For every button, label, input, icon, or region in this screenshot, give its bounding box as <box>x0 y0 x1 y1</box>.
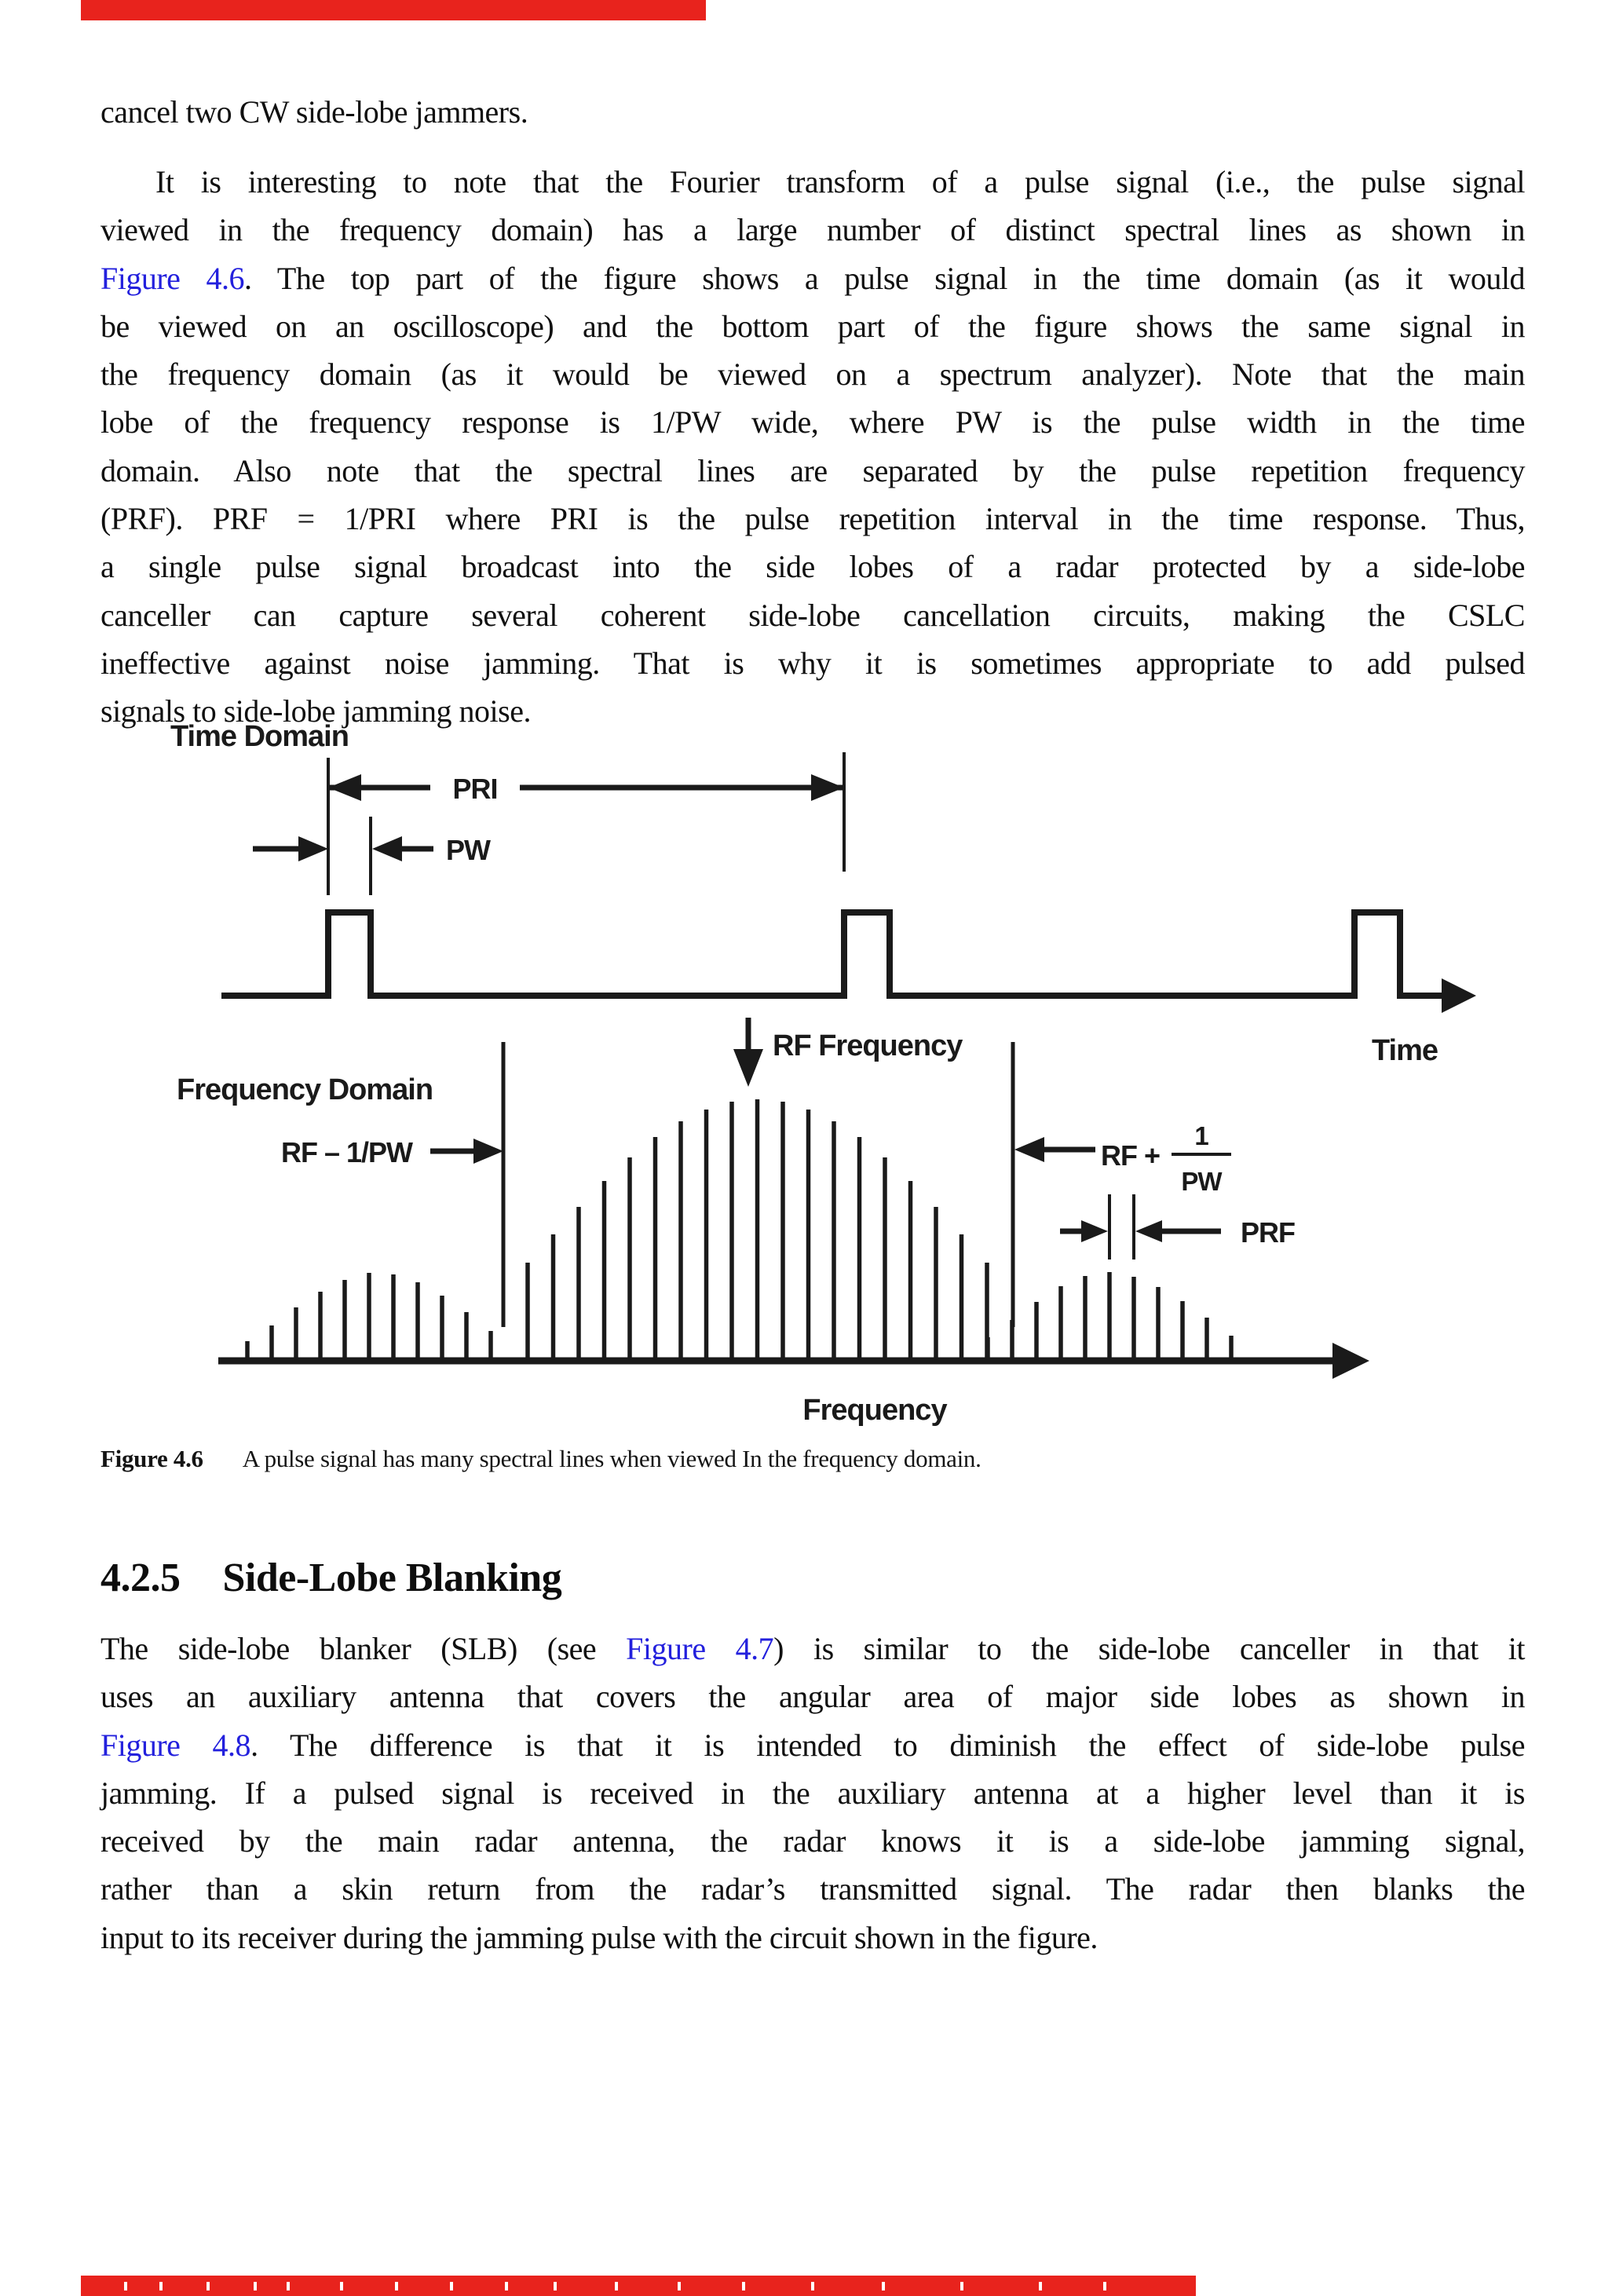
text-line: received by the main radar antenna, the radar knows it is a side-lobe jamming signal, <box>101 1823 1525 1859</box>
figure-link[interactable]: Figure 4.6 <box>101 260 245 296</box>
redacted-text-mark <box>287 2282 290 2291</box>
redacted-text-mark <box>678 2282 681 2291</box>
figure-caption-text: A pulse signal has many spectral lines when viewed In the frequency domain. <box>242 1445 981 1472</box>
text-line: (PRF). PRF = 1/PRI where PRI is the pulse repetition interval in the time response. Thus, <box>101 501 1525 537</box>
arrowhead-icon <box>1014 1137 1044 1162</box>
arrowhead-icon <box>1135 1220 1162 1242</box>
figure-label: Time Domain <box>170 720 349 753</box>
paragraph-intro <box>101 88 1525 136</box>
text-line: lobe of the frequency response is 1/PW wide, where PW is the pulse width in the time <box>101 404 1525 441</box>
arrowhead-icon <box>298 836 328 861</box>
figure-label: PRF <box>1241 1216 1295 1249</box>
figure-label: RF – 1/PW <box>280 1136 412 1168</box>
figure-link[interactable]: Figure 4.7 <box>626 1631 774 1666</box>
redacted-text-mark <box>124 2282 127 2291</box>
arrowhead-icon <box>1442 978 1476 1013</box>
figure-label: PRI <box>452 773 498 805</box>
figure-label: Frequency Domain <box>177 1073 433 1106</box>
text-line: a single pulse signal broadcast into the side lobes of a radar protected by a side-lobe <box>101 549 1525 585</box>
section-heading <box>101 1556 561 1600</box>
figure-label: Frequency <box>802 1394 947 1427</box>
figure-caption-label: Figure 4.6 <box>101 1445 203 1472</box>
text-line: domain. Also note that the spectral lines are separated by the pulse repetition frequency <box>101 452 1525 488</box>
paragraph-slb <box>101 1625 1525 1961</box>
figure-label: 1 <box>1194 1121 1208 1150</box>
arrowhead-icon <box>1332 1343 1369 1379</box>
text-line: input to its receiver during the jamming pulse with the circuit shown in the figure. <box>101 1919 1098 1955</box>
redacted-text-mark <box>159 2282 163 2291</box>
redaction-bar-bottom <box>81 2276 1196 2296</box>
text-line: It is interesting to note that the Fourier transform of a pulse signal (i.e., the pulse signal <box>155 164 1525 199</box>
redacted-text-mark <box>554 2282 557 2291</box>
arrowhead-icon <box>1081 1220 1108 1242</box>
figure-label: RF Frequency <box>773 1029 963 1062</box>
arrowhead-icon <box>811 774 844 801</box>
figure-label: RF + <box>1101 1139 1161 1172</box>
text-line: The side-lobe blanker (SLB) (see Figure 4.7) is similar to the side-lobe canceller in that it <box>101 1631 1525 1666</box>
figure-link[interactable]: Figure 4.8 <box>101 1727 251 1763</box>
text-line: viewed in the frequency domain) has a large number of distinct spectral lines as shown in <box>101 212 1525 248</box>
text-line: uses an auxiliary antenna that covers the angular area of major side lobes as shown in <box>101 1679 1525 1715</box>
figure-4-6 <box>79 707 1544 1500</box>
text-line: canceller can capture several coherent side-lobe cancellation circuits, making the CSLC <box>101 597 1525 633</box>
redacted-text-mark <box>811 2282 814 2291</box>
section-number: 4.2.5 <box>101 1556 181 1600</box>
arrowhead-icon <box>733 1049 763 1087</box>
redacted-text-mark <box>505 2282 508 2291</box>
redacted-text-mark <box>882 2282 885 2291</box>
paragraph-fourier <box>101 158 1525 736</box>
figure-label: Time <box>1372 1034 1438 1067</box>
redaction-bar-top <box>81 0 706 20</box>
arrowhead-icon <box>328 774 361 801</box>
redacted-text-mark <box>615 2282 618 2291</box>
text-line: rather than a skin return from the radar’s transmitted signal. The radar then blanks the <box>101 1871 1525 1907</box>
section-title: Side-Lobe Blanking <box>222 1556 562 1600</box>
text-line: ineffective against noise jamming. That is why it is sometimes appropriate to add pulsed <box>101 645 1525 681</box>
text-line: cancel two CW side-lobe jammers. <box>101 94 528 130</box>
redacted-text-mark <box>1039 2282 1042 2291</box>
redacted-text-mark <box>395 2282 398 2291</box>
text-line: signals to side-lobe jamming noise. <box>101 693 531 729</box>
text-line: Figure 4.8. The difference is that it is intended to diminish the effect of side-lobe pulse <box>101 1727 1525 1763</box>
figure-label: PW <box>446 834 490 866</box>
text-line: be viewed on an oscilloscope) and the bottom part of the figure shows the same signal in <box>101 308 1525 344</box>
arrowhead-icon <box>473 1139 503 1164</box>
redacted-text-mark <box>254 2282 257 2291</box>
text-line: jamming. If a pulsed signal is received in the auxiliary antenna at a higher level than it is <box>101 1775 1525 1811</box>
text-line: Figure 4.6. The top part of the figure shows a pulse signal in the time domain (as it would <box>101 260 1525 296</box>
redacted-text-mark <box>340 2282 343 2291</box>
figure-label: PW <box>1181 1167 1222 1196</box>
text-line: the frequency domain (as it would be viewed on a spectrum analyzer). Note that the main <box>101 356 1525 393</box>
arrowhead-icon <box>372 836 402 861</box>
redacted-text-mark <box>742 2282 745 2291</box>
redacted-text-mark <box>207 2282 210 2291</box>
pulse-train-waveform <box>221 912 1446 996</box>
redacted-text-mark <box>960 2282 963 2291</box>
redacted-text-mark <box>1103 2282 1106 2291</box>
figure-caption <box>101 1445 1525 1473</box>
redacted-text-mark <box>450 2282 453 2291</box>
pulse-spectrum-diagram <box>79 707 1544 1500</box>
